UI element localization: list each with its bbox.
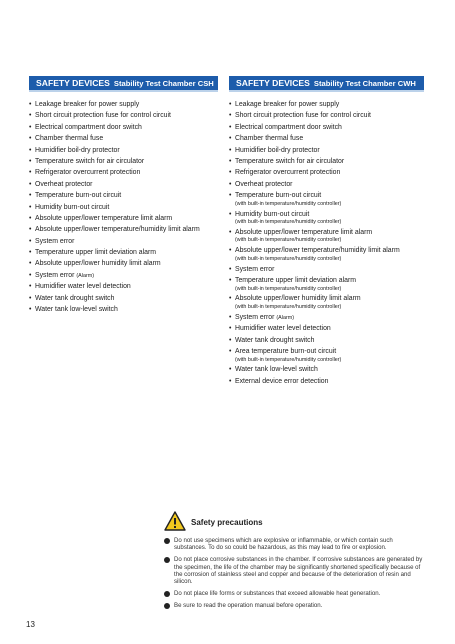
caution-text: Do not use specimens which are explosive or inflammable, or which contain such substances. To do so could be hazardous, as this may lead to fire or explosion. xyxy=(174,537,393,552)
device-item-text: Absolute upper/lower temperature limit alarm xyxy=(35,214,173,222)
device-item xyxy=(29,112,218,120)
device-item-text: Chamber thermal fuse xyxy=(235,135,304,143)
device-item xyxy=(229,378,424,386)
device-item-text: Water tank low-level switch xyxy=(235,366,318,374)
device-item-text: Short circuit protection fuse for control circuit xyxy=(35,112,171,120)
device-item-text: Electrical compartment door switch xyxy=(235,123,342,131)
csh-header-subtitle: Stability Test Chamber CSH xyxy=(113,79,214,88)
device-item xyxy=(29,192,218,200)
device-item-text: Leakage breaker for power supply xyxy=(235,101,340,108)
bullet-dot-icon xyxy=(164,591,170,597)
safety-precautions xyxy=(164,510,426,615)
device-item xyxy=(29,204,218,212)
device-item xyxy=(229,266,424,274)
bullet-dot-icon xyxy=(164,538,170,544)
device-item xyxy=(29,249,218,257)
device-item-tag: (Alarm) xyxy=(76,272,95,279)
device-item xyxy=(229,325,424,333)
caution-item xyxy=(164,537,426,551)
caution-text: Be sure to read the operation manual before operation. xyxy=(174,602,323,610)
device-item-text: Temperature burn-out circuit xyxy=(35,192,122,200)
device-item xyxy=(229,181,424,189)
caution-text: Do not place corrosive substances in the chamber. If corrosive substances are generated by the specimen, the life of the chamber may be significantly shortened specifically because of the corrosion of stainless steel and copper and because of the deterioration of resin and silicon. xyxy=(174,556,423,586)
device-item-text: Absolute upper/lower humidity limit alarm xyxy=(235,295,361,303)
device-item xyxy=(29,158,218,166)
caution-item xyxy=(164,602,426,609)
device-item-text: Temperature upper limit deviation alarm xyxy=(235,277,357,285)
device-item xyxy=(29,238,218,246)
device-item-text: Leakage breaker for power supply xyxy=(35,101,140,108)
csh-section xyxy=(29,76,218,317)
device-item xyxy=(229,135,424,143)
device-item-text: Chamber thermal fuse xyxy=(35,135,104,143)
device-item-text: System error xyxy=(35,237,75,245)
device-item-text: Temperature burn-out circuit xyxy=(235,192,322,200)
device-item xyxy=(29,306,218,314)
cwh-header-title: SAFETY DEVICES xyxy=(236,78,310,88)
device-item-text: Absolute upper/lower temperature/humidity limit alarm xyxy=(235,247,400,255)
device-item-text: Temperature upper limit deviation alarm xyxy=(35,249,157,257)
device-item-text: Absolute upper/lower temperature/humidity limit alarm xyxy=(35,226,200,234)
safety-header xyxy=(164,510,426,532)
device-item xyxy=(229,158,424,166)
device-item-text: Water tank drought switch xyxy=(35,294,115,302)
device-item-note: (with built-in temperature/humidity controller) xyxy=(235,200,342,207)
device-item xyxy=(229,101,424,109)
device-item-text: Temperature switch for air circulator xyxy=(35,157,145,165)
device-item-text: Humidifier boil-dry protector xyxy=(235,146,320,154)
device-item-text: Humidifier water level detection xyxy=(35,283,131,291)
device-item-note: (with built-in temperature/humidity controller) xyxy=(235,255,342,262)
device-item-text: Water tank drought switch xyxy=(235,336,315,344)
device-item xyxy=(229,147,424,155)
caution-item xyxy=(164,590,426,597)
device-item xyxy=(29,283,218,291)
device-item-note: (with built-in temperature/humidity controller) xyxy=(235,303,342,310)
safety-title: Safety precautions xyxy=(191,518,263,527)
device-item-text: Humidity burn-out circuit xyxy=(235,210,310,218)
cwh-device-list xyxy=(229,101,424,386)
device-item xyxy=(229,192,424,207)
device-item xyxy=(229,247,424,262)
device-item xyxy=(29,260,218,268)
cwh-header xyxy=(229,76,424,92)
device-item-text: Overheat protector xyxy=(35,180,93,188)
bullet-dot-icon xyxy=(164,603,170,609)
device-item-text: Humidifier water level detection xyxy=(235,325,331,333)
device-item xyxy=(229,169,424,177)
csh-header xyxy=(29,76,218,92)
device-item-text: Absolute upper/lower humidity limit alarm xyxy=(35,260,161,268)
device-item-text: Temperature switch for air circulator xyxy=(235,157,345,165)
cwh-section xyxy=(229,76,424,389)
device-item-text: Absolute upper/lower temperature limit alarm xyxy=(235,228,373,236)
device-item xyxy=(229,295,424,310)
device-item xyxy=(229,337,424,345)
csh-device-list xyxy=(29,101,218,314)
device-item xyxy=(29,295,218,303)
device-item xyxy=(29,181,218,189)
device-item-tag: (Alarm) xyxy=(276,314,295,321)
device-item xyxy=(29,215,218,223)
device-item-text: Short circuit protection fuse for control circuit xyxy=(235,112,371,120)
device-item xyxy=(29,147,218,155)
device-item-note: (with built-in temperature/humidity controller) xyxy=(235,285,342,292)
caution-list xyxy=(164,537,426,610)
device-item xyxy=(229,229,424,244)
device-item-text: External device error detection xyxy=(235,377,329,385)
device-item-note: (with built-in temperature/humidity controller) xyxy=(235,219,342,226)
device-item xyxy=(29,101,218,109)
device-item xyxy=(29,124,218,132)
device-item xyxy=(29,272,218,280)
warning-triangle-icon xyxy=(164,511,186,531)
device-item xyxy=(29,169,218,177)
device-item-text: Area temperature burn-out circuit xyxy=(235,348,337,356)
device-item-text: System error xyxy=(235,265,275,273)
cwh-header-subtitle: Stability Test Chamber CWH xyxy=(313,79,416,88)
device-item-text: Humidifier boil-dry protector xyxy=(35,146,120,154)
device-item xyxy=(229,277,424,292)
device-item xyxy=(229,112,424,120)
device-item-text: Overheat protector xyxy=(235,180,293,188)
device-item xyxy=(229,124,424,132)
device-item xyxy=(229,211,424,226)
device-item xyxy=(229,314,424,322)
device-item-note: (with built-in temperature/humidity controller) xyxy=(235,237,342,244)
device-item-text: System error xyxy=(35,271,75,279)
device-item-text: Water tank low-level switch xyxy=(35,306,118,314)
csh-header-title: SAFETY DEVICES xyxy=(36,78,110,88)
bullet-dot-icon xyxy=(164,557,170,563)
device-item-text: Humidity burn-out circuit xyxy=(35,203,110,211)
caution-text: Do not place life forms or substances that exceed allowable heat generation. xyxy=(174,590,381,598)
device-item xyxy=(229,348,424,363)
device-item xyxy=(229,366,424,374)
device-item xyxy=(29,226,218,234)
device-item-note: (with built-in temperature/humidity controller) xyxy=(235,356,342,363)
device-item-text: Electrical compartment door switch xyxy=(35,123,142,131)
caution-item xyxy=(164,556,426,585)
page-number: 13 xyxy=(26,620,35,629)
device-item-text: Refrigerator overcurrent protection xyxy=(235,169,341,177)
device-item xyxy=(29,135,218,143)
device-item-text: Refrigerator overcurrent protection xyxy=(35,169,141,177)
device-item-text: System error xyxy=(235,313,275,321)
